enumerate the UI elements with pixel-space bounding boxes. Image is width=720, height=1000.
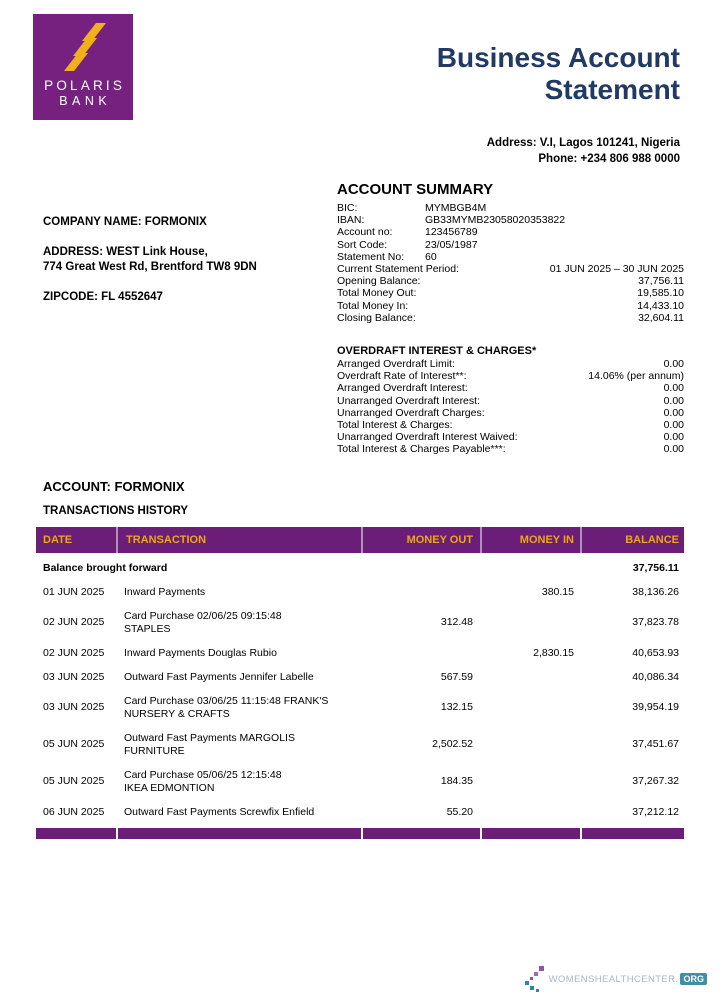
cell-date: 03 JUN 2025 [43,701,105,713]
cell-balance: 40,653.93 [632,646,679,659]
transaction-line: Balance brought forward [43,561,168,574]
bottom-bar-cell [36,828,116,839]
overdraft-label: Arranged Overdraft Limit: [337,358,455,370]
column-header-transaction: TRANSACTION [116,527,361,553]
bank-address: Address: V.I, Lagos 101241, Nigeria [486,137,680,149]
summary-value: GB33MYMB23058020353822 [425,214,566,227]
company-address-line1: ADDRESS: WEST Link House, [43,246,208,258]
summary-value: 14,433.10 [637,299,684,312]
cell-transaction [116,671,361,684]
footer-org-badge: ORG [680,973,707,986]
transaction-line: STAPLES [124,622,171,635]
cell-money-out: 2,502.52 [432,738,473,750]
summary-row [337,263,684,275]
cell-date: 03 JUN 2025 [43,670,105,683]
summary-label: Closing Balance: [337,311,416,324]
summary-label: Total Money In: [337,299,409,312]
transactions-table-header [36,527,684,553]
account-heading: ACCOUNT: FORMONIX [43,479,185,494]
summary-value: 01 JUN 2025 – 30 JUN 2025 [549,263,684,276]
footer-site-name: WOMENSHEALTHCENTER. [548,973,679,985]
table-row [36,580,684,604]
logo-text-polaris: POLARIS [44,78,126,93]
bottom-bar-cell [116,828,361,839]
cell-balance-brought-forward [36,562,361,575]
transaction-line: Inward Payments Douglas Rubio [124,646,277,659]
overdraft-label: Unarranged Overdraft Interest: [337,394,480,407]
column-header-money-in: MONEY IN [480,527,580,553]
cell-money-out: 184.35 [440,775,473,787]
account-summary-rows [337,202,684,324]
overdraft-value: 0.00 [663,419,684,432]
cell-date: 02 JUN 2025 [43,646,105,659]
lightning-bolt-icon [56,21,110,77]
customer-info-block [43,215,335,305]
overdraft-label: Total Interest & Charges: [337,419,453,432]
company-zipcode: ZIPCODE: FL 4552647 [43,291,163,303]
summary-label: Account no: [337,226,393,239]
summary-row [337,239,684,251]
overdraft-row [337,419,684,431]
summary-label: Total Money Out: [337,287,417,300]
overdraft-value: 0.00 [663,431,684,444]
transactions-table-body [36,553,684,824]
cell-money-out: 567.59 [440,670,473,683]
document-title [437,42,680,106]
cell-balance: 37,823.78 [632,616,679,628]
summary-label: Statement No: [337,250,405,263]
transaction-line: NURSERY & CRAFTS [124,707,230,720]
cell-balance: 37,451.67 [632,738,679,750]
transaction-line: Inward Payments [124,585,206,598]
summary-row [337,312,684,324]
overdraft-section [337,345,684,456]
overdraft-row [337,407,684,419]
summary-value: 37,756.11 [638,275,684,288]
transaction-line: Card Purchase 02/06/25 09:15:48 [124,609,282,622]
transaction-line: Outward Fast Payments Screwfix Enfield [124,805,315,818]
cell-money-out: 132.15 [440,701,473,713]
summary-value: 32,604.11 [638,311,684,324]
cell-transaction [116,586,361,599]
cell-date: 05 JUN 2025 [43,775,105,787]
cell-balance: 37,756.11 [632,561,679,574]
cell-money-in: 2,830.15 [533,646,574,659]
cell-money-out: 312.48 [440,616,473,628]
overdraft-value: 0.00 [663,443,684,456]
table-row [36,604,684,641]
cell-date: 06 JUN 2025 [43,805,105,818]
cell-balance: 37,212.12 [632,805,679,818]
summary-value: 23/05/1987 [425,238,478,251]
summary-row [337,226,684,238]
overdraft-value: 0.00 [663,406,684,419]
cell-money-in: 380.15 [541,585,574,598]
account-summary-section [337,181,684,324]
overdraft-row [337,370,684,382]
title-line-1: Business Account [436,42,680,73]
cell-transaction [116,806,361,819]
overdraft-row [337,358,684,370]
cell-transaction [116,732,361,758]
overdraft-row [337,395,684,407]
company-name: COMPANY NAME: FORMONIX [43,216,207,228]
overdraft-label: Overdraft Rate of Interest**: [337,370,467,383]
table-row [36,641,684,665]
summary-label: Sort Code: [337,238,388,251]
summary-row [337,287,684,299]
transaction-line: Card Purchase 05/06/25 12:15:48 [124,768,282,781]
bottom-bar-cell [480,828,580,839]
overdraft-row [337,443,684,455]
transaction-line: FURNITURE [124,744,185,757]
footer-watermark [525,965,707,993]
cell-transaction [116,769,361,795]
bank-contact-block [487,136,680,167]
cell-money-out: 55.20 [446,805,473,818]
overdraft-value: 0.00 [663,394,684,407]
overdraft-value: 0.00 [663,382,684,395]
bottom-bar-cell [580,828,684,839]
summary-label: IBAN: [337,214,365,227]
transaction-line: Outward Fast Payments MARGOLIS [124,731,295,744]
overdraft-title: OVERDRAFT INTEREST & CHARGES* [337,345,537,357]
bank-phone: Phone: +234 806 988 0000 [538,152,680,165]
summary-value: 19,585.10 [637,287,684,300]
overdraft-row [337,382,684,394]
cell-transaction [116,647,361,660]
transaction-line: IKEA EDMONTION [124,781,215,794]
overdraft-rows [337,358,684,456]
table-row [36,556,684,580]
cell-balance: 40,086.34 [632,670,679,683]
overdraft-label: Total Interest & Charges Payable***: [337,443,506,456]
cell-date: 05 JUN 2025 [43,738,105,750]
summary-label: BIC: [337,202,358,214]
overdraft-value: 14.06% (per annum) [588,370,684,383]
column-header-balance: BALANCE [580,527,684,553]
transactions-table [36,527,684,839]
company-address-line2: 774 Great West Rd, Brentford TW8 9DN [43,261,257,273]
dots-swoosh-icon [525,965,546,993]
table-bottom-bar [36,828,684,839]
table-row [36,800,684,824]
column-header-money-out: MONEY OUT [361,527,480,553]
table-row [36,689,684,726]
overdraft-label: Unarranged Overdraft Charges: [337,406,485,419]
cell-balance: 39,954.19 [632,701,679,713]
summary-row [337,251,684,263]
overdraft-label: Arranged Overdraft Interest: [337,382,468,395]
logo-text-bank: BANK [59,94,112,108]
overdraft-label: Unarranged Overdraft Interest Waived: [337,431,518,444]
cell-balance: 38,136.26 [632,585,679,598]
bottom-bar-cell [361,828,480,839]
summary-value: MYMBGB4M [425,202,487,214]
cell-transaction [116,695,361,721]
transaction-line: Card Purchase 03/06/25 11:15:48 FRANK'S [124,694,329,707]
transaction-line: Outward Fast Payments Jennifer Labelle [124,670,314,683]
table-row [36,763,684,800]
summary-label: Current Statement Period: [337,263,459,276]
cell-date: 01 JUN 2025 [43,585,105,598]
table-row [36,665,684,689]
transactions-history-heading: TRANSACTIONS HISTORY [43,505,189,517]
summary-row [337,202,684,214]
table-row [36,726,684,763]
overdraft-value: 0.00 [663,358,684,370]
cell-balance: 37,267.32 [632,775,679,787]
summary-value: 60 [425,250,437,263]
cell-date: 02 JUN 2025 [43,616,105,628]
cell-transaction [116,610,361,636]
account-summary-title: ACCOUNT SUMMARY [337,181,494,198]
overdraft-row [337,431,684,443]
title-line-2: Statement [544,74,680,105]
summary-row [337,214,684,226]
polaris-bank-logo [33,14,133,120]
summary-value: 123456789 [425,226,478,239]
summary-row [337,300,684,312]
column-header-date: DATE [43,534,73,546]
summary-row [337,275,684,287]
summary-label: Opening Balance: [337,275,421,288]
